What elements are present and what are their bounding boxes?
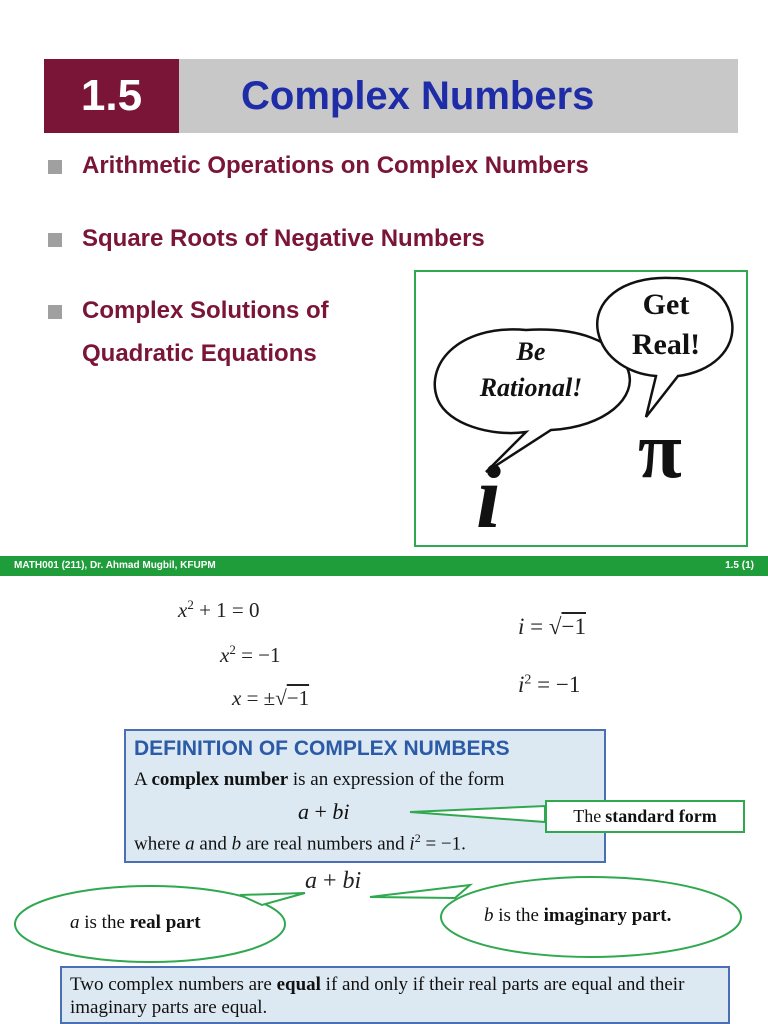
standard-form-callout: The standard form: [545, 800, 745, 833]
expression-a-plus-bi: a + bi: [305, 868, 362, 894]
standard-form-pointer: [410, 806, 545, 822]
real-part-label: a is the real part: [70, 912, 201, 933]
definition-heading: DEFINITION OF COMPLEX NUMBERS: [134, 737, 510, 760]
definition-expression: a + bi: [298, 799, 350, 824]
footer-page-number: 1.5 (1): [725, 560, 754, 571]
definition-line-1: A complex number is an expression of the form: [134, 769, 505, 790]
equation-i-squared: $i^2 = -1$: [518, 672, 581, 697]
imaginary-part-pointer: [370, 885, 470, 898]
bubble-left-line2: Rational!: [479, 373, 583, 402]
imaginary-i-character: i: [476, 448, 502, 545]
equation-i-definition: i = √−1: [518, 614, 586, 639]
bullet-arithmetic: Arithmetic Operations on Complex Numbers: [82, 152, 589, 179]
equality-definition-box: Two complex numbers are equal if and only if their real parts are equal and their imaginary parts are equal.: [60, 966, 730, 1024]
section-number: 1.5: [44, 59, 179, 133]
equation-x-plus-minus: x = ±√−1: [232, 686, 310, 710]
bubble-left-line1: Be: [516, 337, 546, 366]
bubble-right-line1: Get: [642, 288, 690, 321]
imaginary-part-label: b is the imaginary part.: [484, 905, 672, 926]
bubble-right-line2: Real!: [631, 328, 701, 361]
slide-title: Complex Numbers: [179, 59, 738, 133]
equation-x-squared: $x^2 = -1$: [220, 642, 281, 667]
pi-character: π: [638, 407, 682, 495]
bullet-square-roots: Square Roots of Negative Numbers: [82, 225, 485, 252]
definition-line-3: where a and b are real numbers and $i^2 = -1$.: [134, 831, 466, 855]
equation-x-squared-plus-one: $x^2 + 1 = 0$: [178, 597, 260, 622]
footer-course-info: MATH001 (211), Dr. Ahmad Mugbil, KFUPM: [14, 560, 216, 571]
bullet-complex-solutions: Complex Solutions of: [82, 297, 329, 324]
bullet-quadratic-equations: Quadratic Equations: [82, 340, 317, 367]
